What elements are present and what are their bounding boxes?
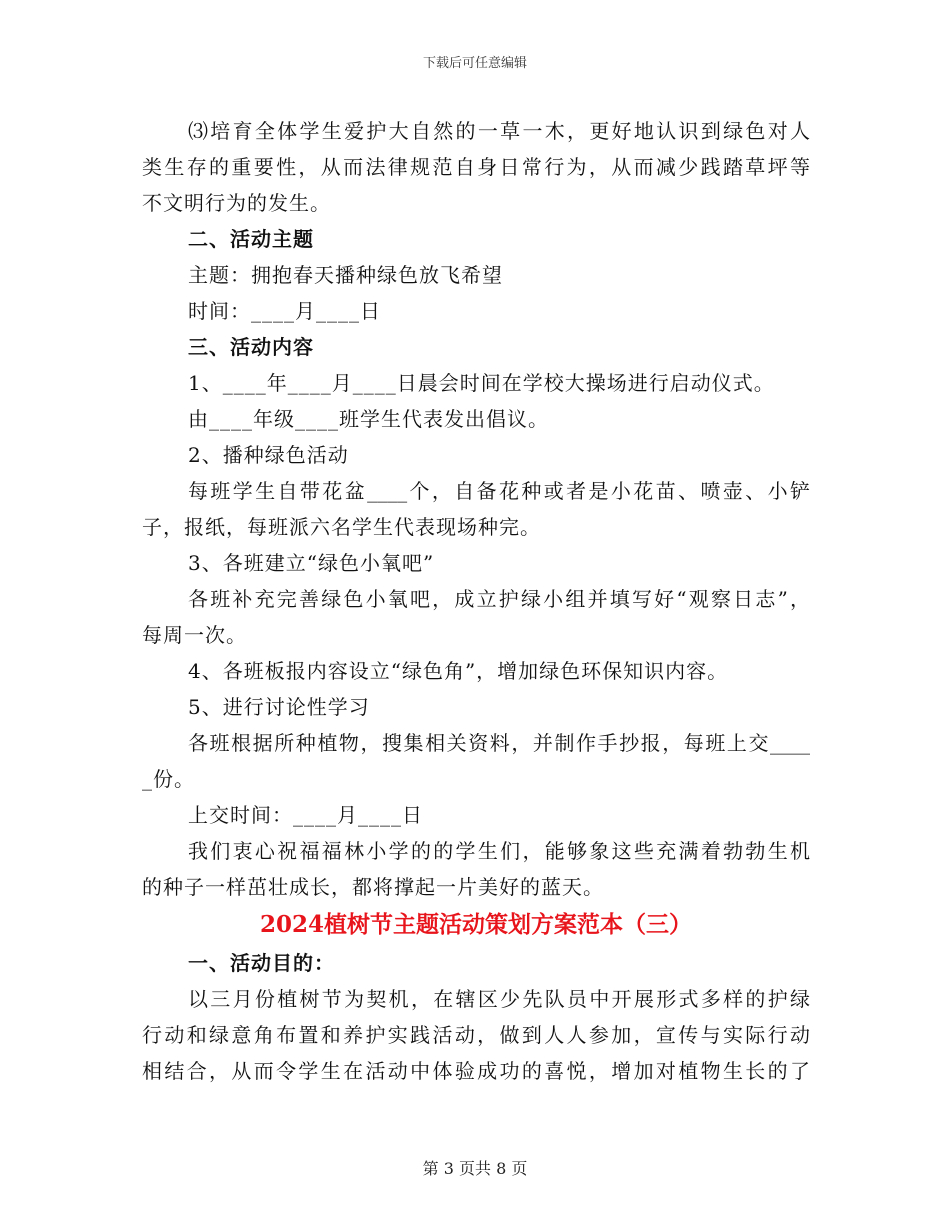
page-header: 下载后可任意编辑 xyxy=(422,56,527,71)
paragraph-line: 不文明行为的发生。 xyxy=(142,191,331,215)
list-item: 3、各班建立“绿色小氧吧” xyxy=(188,551,435,575)
list-item: 4、各班板报内容设立“绿色角”，增加绿色环保知识内容。 xyxy=(188,659,729,683)
list-item: 1、____年____月____日晨会时间在学校大操场进行启动仪式。 xyxy=(188,371,775,395)
section-heading: 二、活动主题 xyxy=(188,227,314,251)
section-heading: 一、活动目的： xyxy=(188,951,335,975)
paragraph-line: 时间：____月____日 xyxy=(188,299,381,323)
paragraph-line: 子，报纸，每班派六名学生代表现场种完。 xyxy=(142,515,541,539)
paragraph-line: 上交时间：____月____日 xyxy=(188,803,423,827)
document-body xyxy=(142,113,810,1089)
paragraph-line: 相结合，从而令学生在活动中体验成功的喜悦，增加对植物生长的了 xyxy=(142,1059,810,1083)
list-item: 2、播种绿色活动 xyxy=(188,443,349,467)
paragraph-line: _份。 xyxy=(142,767,195,791)
paragraph-line: 各班补充完善绿色小氧吧，成立护绿小组并填写好“观察日志”， xyxy=(188,587,810,611)
paragraph-line: 我们衷心祝福福林小学的的学生们，能够象这些充满着勃勃生机 xyxy=(188,839,810,863)
section-heading: 三、活动内容 xyxy=(188,335,314,359)
paragraph-line: 每班学生自带花盆____个，自备花种或者是小花苗、喷壶、小铲 xyxy=(188,479,810,503)
page-footer: 第 3 页共 8 页 xyxy=(422,1159,528,1178)
paragraph-line: 由____年级____班学生代表发出倡议。 xyxy=(188,407,549,431)
section-title-red: 2024植树节主题活动策划方案范本（三） xyxy=(259,911,692,938)
paragraph-line: 行动和绿意角布置和养护实践活动，做到人人参加，宣传与实际行动 xyxy=(142,1023,810,1047)
list-item: 5、进行讨论性学习 xyxy=(188,695,370,719)
paragraph-line: 各班根据所种植物，搜集相关资料，并制作手抄报，每班上交____ xyxy=(188,731,810,755)
paragraph-line: 类生存的重要性，从而法律规范自身日常行为，从而减少践踏草坪等 xyxy=(142,155,810,179)
paragraph-line: 每周一次。 xyxy=(142,623,247,647)
paragraph-line: 以三月份植树节为契机，在辖区少先队员中开展形式多样的护绿 xyxy=(188,987,810,1011)
paragraph-line: ⑶培育全体学生爱护大自然的一草一木，更好地认识到绿色对人 xyxy=(188,119,810,143)
paragraph-line: 主题：拥抱春天播种绿色放飞希望 xyxy=(188,263,503,287)
paragraph-line: 的种子一样茁壮成长，都将撑起一片美好的蓝天。 xyxy=(142,875,604,899)
